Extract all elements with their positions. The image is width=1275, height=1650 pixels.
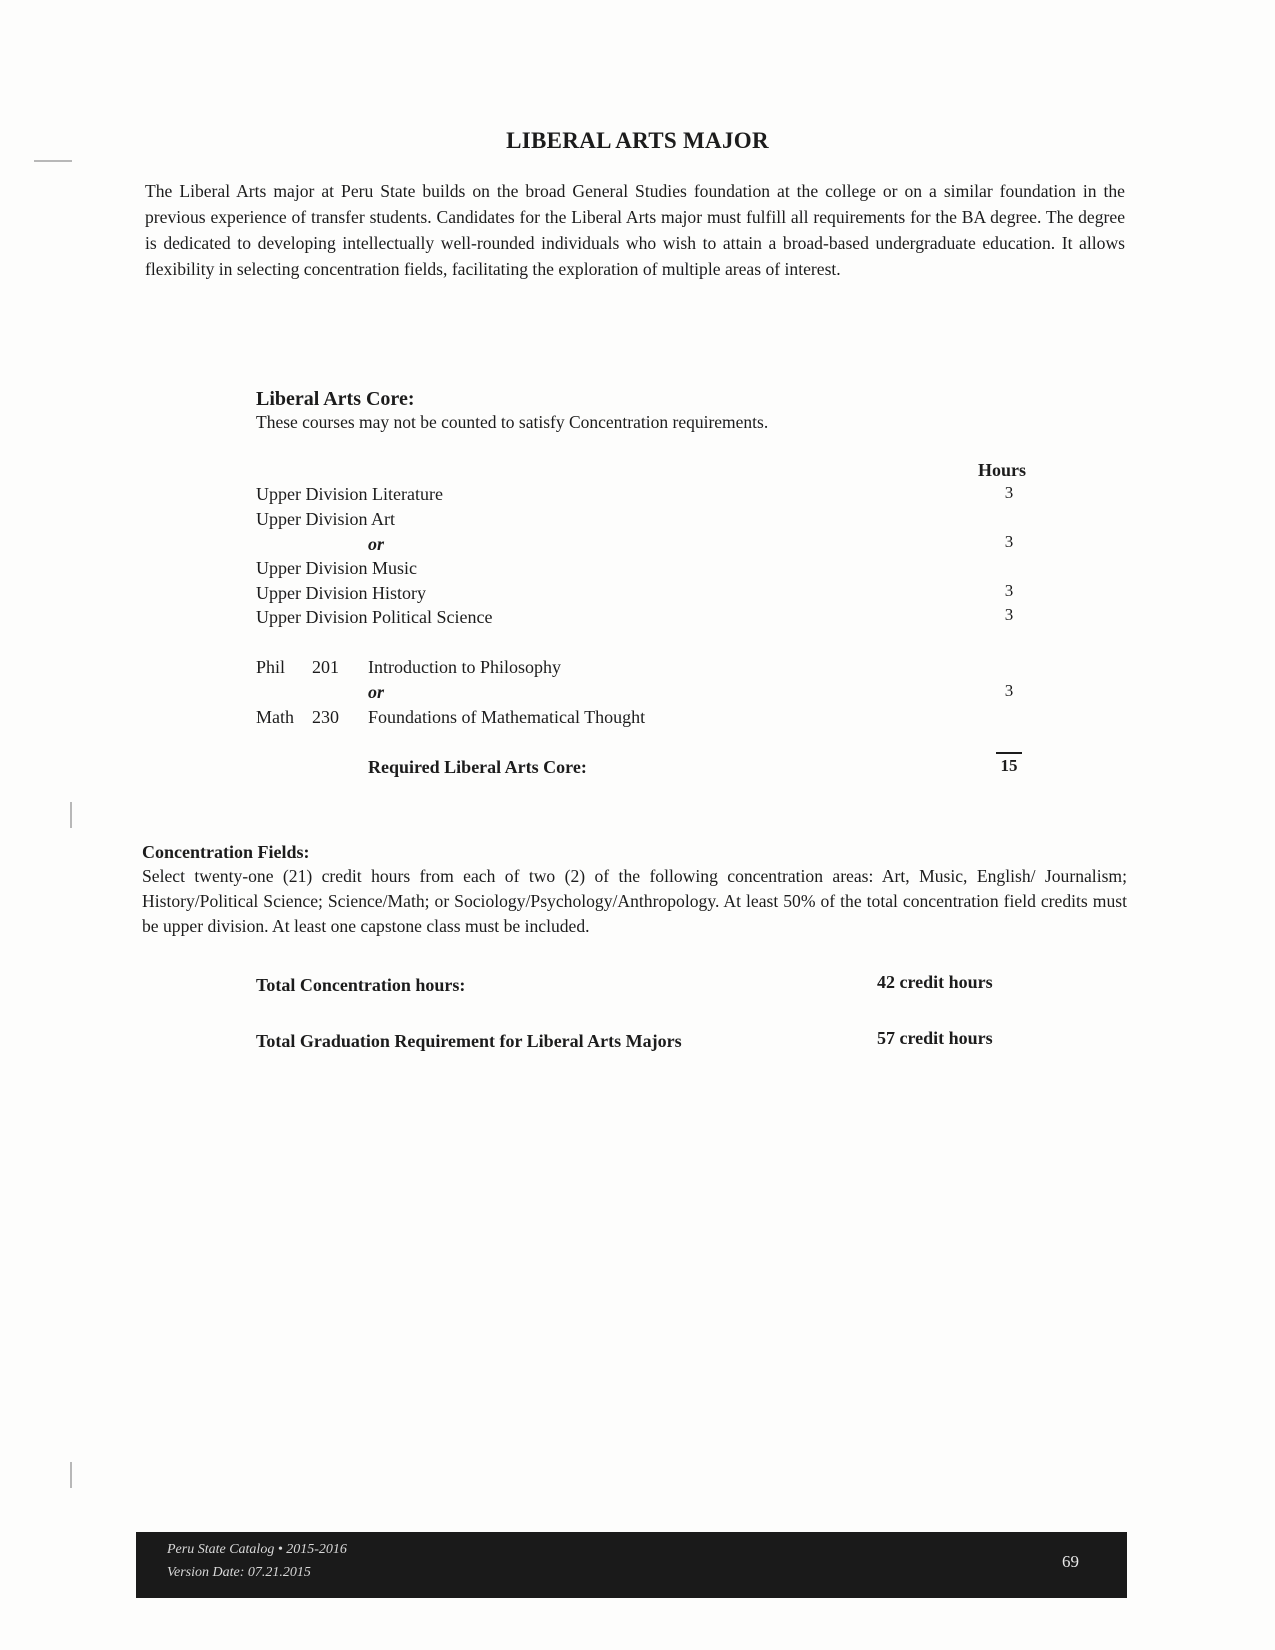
page-number: 69 xyxy=(1062,1552,1079,1571)
total-concentration-value: 42 credit hours xyxy=(877,972,993,992)
hours-art-music: 3 xyxy=(1004,532,1014,551)
course-num-230: 230 xyxy=(312,707,339,727)
course-dept-math: Math xyxy=(256,707,294,727)
footer-version: Version Date: 07.21.2015 xyxy=(167,1565,311,1580)
course-title-mathematical-thought: Foundations of Mathematical Thought xyxy=(368,707,646,727)
scan-mark-top xyxy=(34,160,72,162)
intro-paragraph: The Liberal Arts major at Peru State builds on the broad General Studies foundation at the college or on a similar foundation in the previous experience of transfer students. Candidates for the Liberal Arts major must fulfill all requirements for the BA degree. The degree is dedicated to developing intellectually well-rounded individuals who wish to attain a broad-based undergraduate education. It allows flexibility in selecting concentration fields, facilitating the exploration of multiple areas of interest. xyxy=(145,181,1125,279)
hours-literature: 3 xyxy=(1004,483,1014,502)
total-rule xyxy=(996,752,1022,754)
course-dept-phil: Phil xyxy=(256,657,286,677)
graduation-requirement-label: Total Graduation Requirement for Liberal Arts Majors xyxy=(256,1031,682,1051)
scan-mark-middle xyxy=(70,802,72,828)
required-core-total: 15 xyxy=(1000,756,1018,775)
required-core-label: Required Liberal Arts Core: xyxy=(368,757,587,777)
page-title: LIBERAL ARTS MAJOR xyxy=(506,128,769,153)
hours-philosophy-math: 3 xyxy=(1004,681,1014,700)
total-concentration-label: Total Concentration hours: xyxy=(256,975,466,995)
concentration-heading: Concentration Fields: xyxy=(142,842,310,862)
core-item-political-science: Upper Division Political Science xyxy=(256,607,493,627)
core-note: These courses may not be counted to satisfy Concentration requirements. xyxy=(256,412,769,432)
footer-catalog: Peru State Catalog • 2015-2016 xyxy=(167,1542,347,1557)
hours-history: 3 xyxy=(1004,581,1014,600)
course-or: or xyxy=(368,682,385,702)
core-item-or: or xyxy=(368,534,385,554)
hours-header: Hours xyxy=(978,460,1027,480)
concentration-text: Select twenty-one (21) credit hours from each of two (2) of the following concentration areas: Art, Music, English/ Journalism; History/Political Science; Science/Math; or Sociology/Psychology/Anthropology. At least 50% of the total concentration field credits must be upper division. At least one capstone class must be included. xyxy=(142,866,1127,936)
core-item-music: Upper Division Music xyxy=(256,558,417,578)
hours-political-science: 3 xyxy=(1004,605,1014,624)
core-item-history: Upper Division History xyxy=(256,583,426,603)
course-title-philosophy: Introduction to Philosophy xyxy=(368,657,561,677)
core-item-art: Upper Division Art xyxy=(256,509,395,529)
course-num-201: 201 xyxy=(312,657,339,677)
scan-mark-bottom xyxy=(70,1462,72,1488)
core-item-literature: Upper Division Literature xyxy=(256,484,443,504)
core-heading: Liberal Arts Core: xyxy=(256,388,415,410)
graduation-requirement-value: 57 credit hours xyxy=(877,1028,993,1048)
